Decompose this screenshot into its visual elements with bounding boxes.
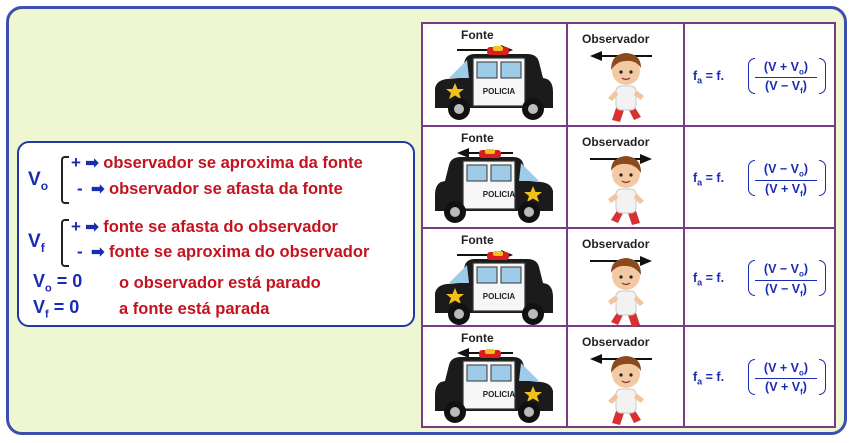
formula-numerator: $(V + V_o)$ bbox=[755, 361, 817, 380]
formula-denominator: $(V - V_f)$ bbox=[765, 79, 807, 96]
vf-minus-rule: - ➡ fonte se aproxima do observador bbox=[77, 242, 370, 261]
fonte-label: Fonte bbox=[461, 331, 494, 345]
fonte-label: Fonte bbox=[461, 131, 494, 145]
formula-cell bbox=[685, 127, 834, 229]
vf-zero-eq: $V_f = 0$ bbox=[33, 297, 80, 321]
observador-label: Observador bbox=[582, 335, 650, 349]
vf-zero-text: a fonte está parada bbox=[119, 300, 270, 318]
formula-cell bbox=[685, 229, 834, 327]
doppler-formula: $f_a = f$. $\frac{(V + V_o)}{(V - V_f)}$ bbox=[693, 56, 827, 96]
vf-plus-rule: + ➡ fonte se afasta do observador bbox=[71, 217, 338, 236]
observer-cell bbox=[568, 127, 685, 229]
police-car-icon bbox=[429, 46, 559, 122]
running-boy-icon bbox=[604, 149, 648, 227]
police-car-icon bbox=[429, 349, 559, 425]
formula-numerator: $(V - V_o)$ bbox=[755, 262, 817, 281]
right-arrow-icon: ➡ bbox=[85, 155, 99, 172]
vo-minus-rule: - ➡ observador se afasta da fonte bbox=[77, 179, 343, 198]
right-arrow-icon: ➡ bbox=[91, 244, 105, 261]
running-boy-icon bbox=[604, 46, 648, 124]
running-boy-icon bbox=[604, 251, 648, 329]
observador-label: Observador bbox=[582, 135, 650, 149]
running-boy-icon bbox=[604, 349, 648, 427]
police-car-icon bbox=[429, 149, 559, 225]
source-cell bbox=[423, 327, 568, 426]
vo-symbol: $V_o$ bbox=[28, 169, 49, 193]
source-cell bbox=[423, 127, 568, 229]
police-car-icon bbox=[429, 251, 559, 327]
vf-brace bbox=[61, 219, 69, 267]
formula-cell bbox=[685, 24, 834, 127]
vo-brace bbox=[61, 156, 69, 204]
car-label: POLICIA bbox=[482, 390, 516, 399]
formula-numerator: $(V + V_o)$ bbox=[755, 60, 817, 79]
doppler-formula: $f_a = f$. $\frac{(V + V_o)}{(V + V_f)}$ bbox=[693, 357, 827, 397]
vo-plus-rule: + ➡ observador se aproxima da fonte bbox=[71, 153, 363, 172]
source-cell bbox=[423, 229, 568, 327]
observador-label: Observador bbox=[582, 237, 650, 251]
formula-denominator: $(V + V_f)$ bbox=[765, 380, 807, 397]
vf-symbol: $V_f$ bbox=[28, 231, 45, 255]
doppler-formula: $f_a = f$. $\frac{(V - V_o)}{(V + V_f)}$ bbox=[693, 158, 827, 198]
doppler-cases-table bbox=[421, 22, 836, 428]
observador-label: Observador bbox=[582, 32, 650, 46]
right-arrow-icon: ➡ bbox=[85, 219, 99, 236]
car-label: POLICIA bbox=[482, 87, 516, 96]
formula-denominator: $(V - V_f)$ bbox=[765, 281, 807, 298]
formula-denominator: $(V + V_f)$ bbox=[765, 181, 807, 198]
car-label: POLICIA bbox=[482, 190, 516, 199]
sign-convention-legend bbox=[17, 141, 415, 327]
observer-cell bbox=[568, 24, 685, 127]
observer-cell bbox=[568, 229, 685, 327]
formula-numerator: $(V - V_o)$ bbox=[755, 162, 817, 181]
fonte-label: Fonte bbox=[461, 233, 494, 247]
source-cell bbox=[423, 24, 568, 127]
car-label: POLICIA bbox=[482, 292, 516, 301]
doppler-formula: $f_a = f$. $\frac{(V - V_o)}{(V - V_f)}$ bbox=[693, 258, 827, 298]
right-arrow-icon: ➡ bbox=[91, 181, 105, 198]
vo-zero-text: o observador está parado bbox=[119, 274, 321, 292]
observer-cell bbox=[568, 327, 685, 426]
formula-cell bbox=[685, 327, 834, 426]
fonte-label: Fonte bbox=[461, 28, 494, 42]
vo-zero-eq: $V_o = 0$ bbox=[33, 271, 83, 295]
